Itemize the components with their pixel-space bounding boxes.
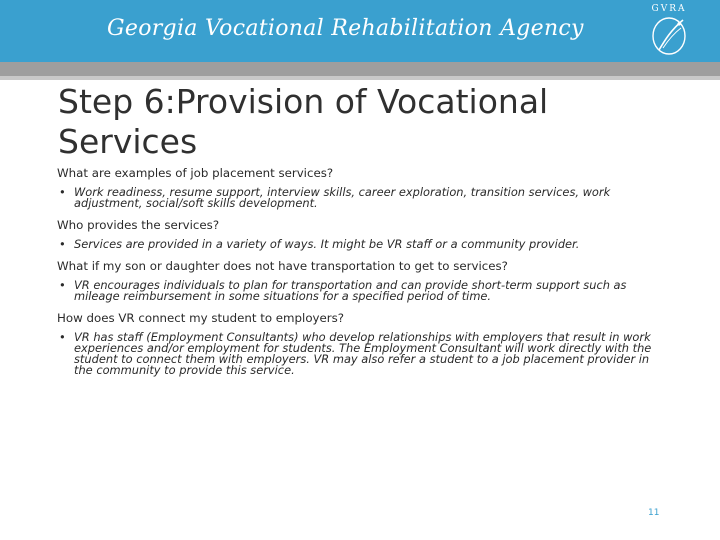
answer-bullet-1: • Work readiness, resume support, interview skills, career exploration, transition services, work adjustment, social/soft skills development. [59, 185, 611, 210]
answer-3-text: VR encourages individuals to plan for transportation and can provide short-term support such as mileage reimbursement in some situations for a specified period of time. [74, 278, 627, 303]
answer-1-text: Work readiness, resume support, interview skills, career exploration, transition services, work adjustment, social/soft skills development. [74, 185, 611, 210]
slide-title: Step 6:Provision of Vocational Services [58, 82, 549, 161]
header-banner [0, 0, 720, 62]
answer-bullet-3: • VR encourages individuals to plan for transportation and can provide short-term support such as mileage reimbursement in some situations for a specified period of time. [59, 278, 627, 303]
question-4: How does VR connect my student to employers? [57, 311, 345, 325]
answer-bullet-4: • VR has staff (Employment Consultants) who develop relationships with employers that result in work experiences and/or employment for students. The Employment Consultant will work directly with the student to connect them with employers. VR may also refer a student to a job placement provider in the community to provide this service. [59, 330, 652, 377]
answer-4-text: VR has staff (Employment Consultants) who develop relationships with employers that result in work experiences and/or employment for students. The Employment Consultant will work directly with the student to connect them with employers. VR may also refer a student to a job placement provider in the community to provide this service. [74, 330, 652, 377]
answer-2-text: Services are provided in a variety of ways. It might be VR staff or a community provider. [74, 237, 580, 251]
logo-text: GVRA [651, 4, 687, 14]
slide-content [57, 166, 657, 385]
page-number: 11 [648, 508, 660, 518]
header-gray-band [0, 62, 720, 76]
header-light-band [0, 76, 720, 80]
question-2: Who provides the services? [57, 218, 220, 232]
question-1: What are examples of job placement services? [57, 166, 334, 180]
logo-swoosh-icon [645, 14, 693, 58]
question-3: What if my son or daughter does not have transportation to get to services? [57, 259, 508, 273]
gvra-logo [645, 4, 693, 60]
agency-title: Georgia Vocational Rehabilitation Agency [107, 16, 584, 41]
answer-bullet-2: • Services are provided in a variety of ways. It might be VR staff or a community provider. [59, 237, 580, 251]
